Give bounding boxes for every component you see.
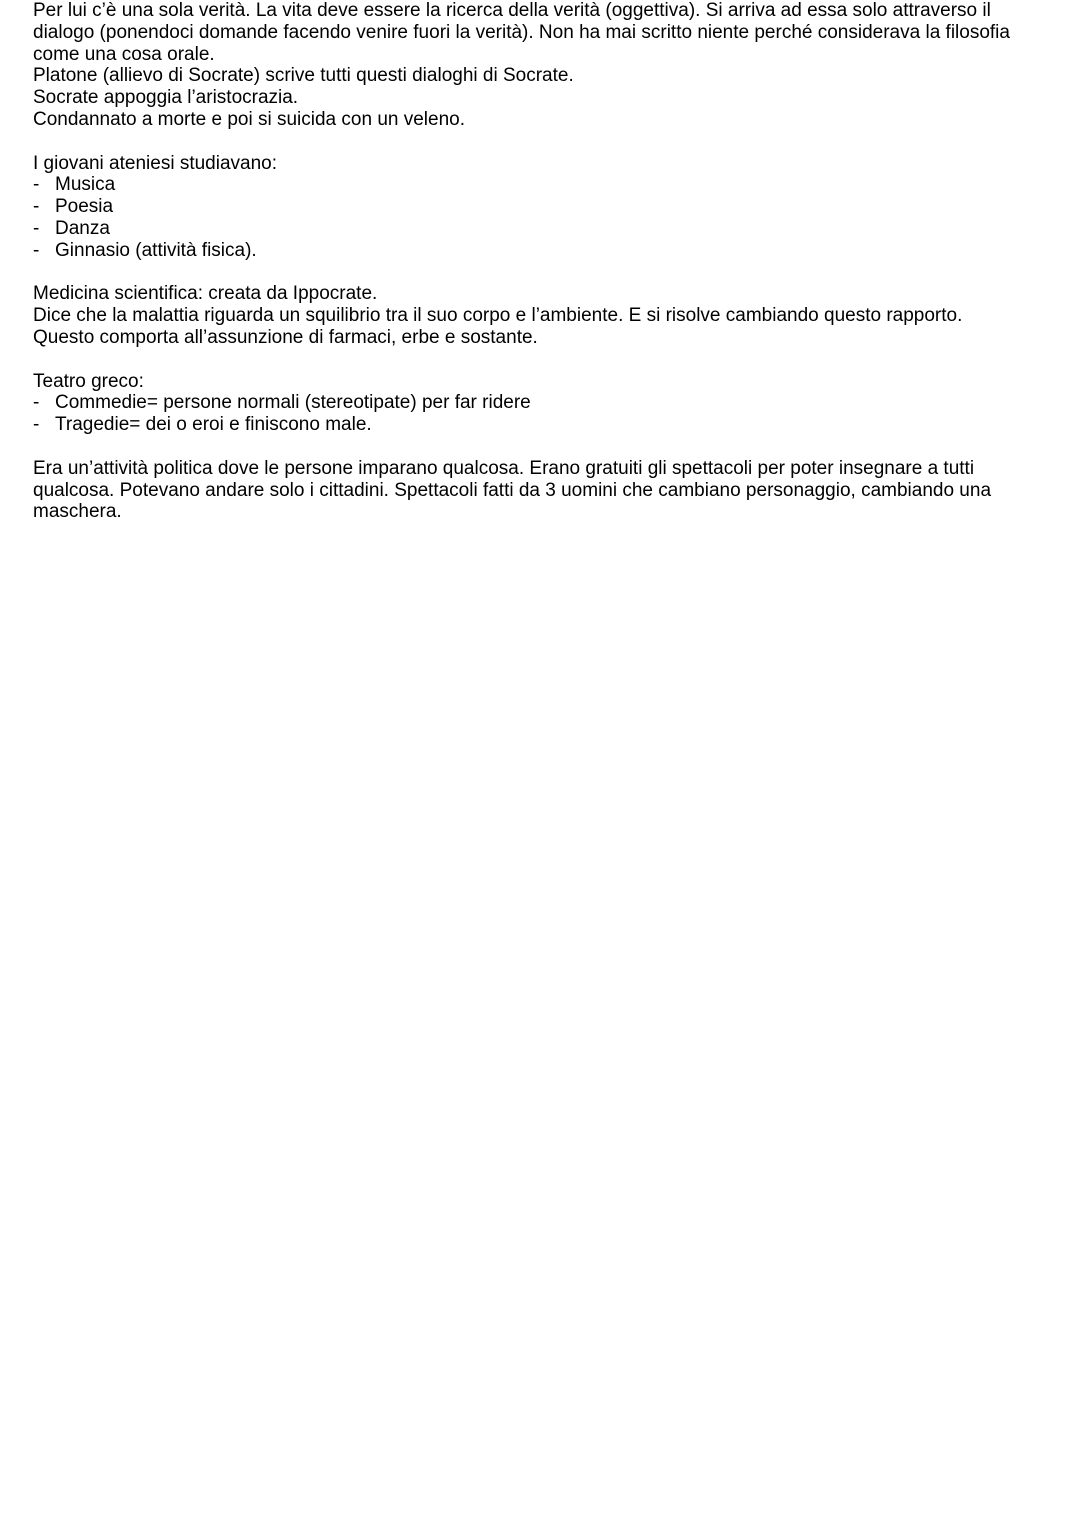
list-item-text: Danza bbox=[55, 217, 110, 239]
spacer bbox=[33, 436, 1048, 458]
dash-bullet: - bbox=[33, 217, 40, 239]
socrate-line-condanna: Condannato a morte e poi si suicida con un veleno. bbox=[33, 108, 465, 130]
list-item bbox=[33, 196, 1048, 218]
dash-bullet: - bbox=[33, 392, 40, 414]
list-item bbox=[33, 218, 1048, 240]
dash-bullet: - bbox=[33, 174, 40, 196]
list-item-text: Tragedie= dei o eroi e finiscono male. bbox=[55, 414, 372, 436]
list-item-text: Commedie= persone normali (stereotipate) per far ridere bbox=[55, 392, 531, 414]
list-item-text: Poesia bbox=[55, 196, 114, 218]
list-item bbox=[33, 414, 1048, 436]
list-item-text: Ginnasio (attività fisica). bbox=[55, 239, 257, 261]
list-item-text: Musica bbox=[55, 174, 116, 196]
document-page bbox=[33, 0, 1048, 523]
studi-list bbox=[33, 174, 1048, 261]
spacer bbox=[33, 131, 1048, 153]
socrate-line-platone: Platone (allievo di Socrate) scrive tutti questi dialoghi di Socrate. bbox=[33, 65, 574, 87]
teatro-intro: Teatro greco: bbox=[33, 370, 144, 392]
dash-bullet: - bbox=[33, 196, 40, 218]
list-item bbox=[33, 240, 1048, 262]
list-item bbox=[33, 392, 1048, 414]
spacer bbox=[33, 262, 1048, 284]
studi-intro: I giovani ateniesi studiavano: bbox=[33, 152, 277, 174]
teatro-paragraph: Era un’attività politica dove le persone imparano qualcosa. Erano gratuiti gli spettacoli per poter insegnare a tutti qualcosa. Potevano andare solo i cittadini. Spettacoli fatti da 3 uomini che cambiano personaggio, cambiando una maschera. bbox=[33, 457, 992, 523]
teatro-list bbox=[33, 392, 1048, 436]
list-item bbox=[33, 174, 1048, 196]
spacer bbox=[33, 349, 1048, 371]
medicina-line-ippocrate: Medicina scientifica: creata da Ippocrate. bbox=[33, 283, 378, 305]
socrate-paragraph: Per lui c’è una sola verità. La vita deve essere la ricerca della verità (oggettiva). Si arriva ad essa solo attraverso il dialogo (ponendoci domande facendo venire fuori la verità). Non ha mai scritto niente perché considerava la filosofia come una cosa orale. bbox=[33, 0, 1010, 65]
medicina-line-farmaci: Questo comporta all’assunzione di farmaci, erbe e sostante. bbox=[33, 326, 538, 348]
medicina-line-malattia: Dice che la malattia riguarda un squilibrio tra il suo corpo e l’ambiente. E si risolve cambiando questo rapporto. bbox=[33, 305, 963, 327]
dash-bullet: - bbox=[33, 414, 40, 436]
socrate-line-aristocrazia: Socrate appoggia l’aristocrazia. bbox=[33, 87, 299, 109]
dash-bullet: - bbox=[33, 239, 40, 261]
